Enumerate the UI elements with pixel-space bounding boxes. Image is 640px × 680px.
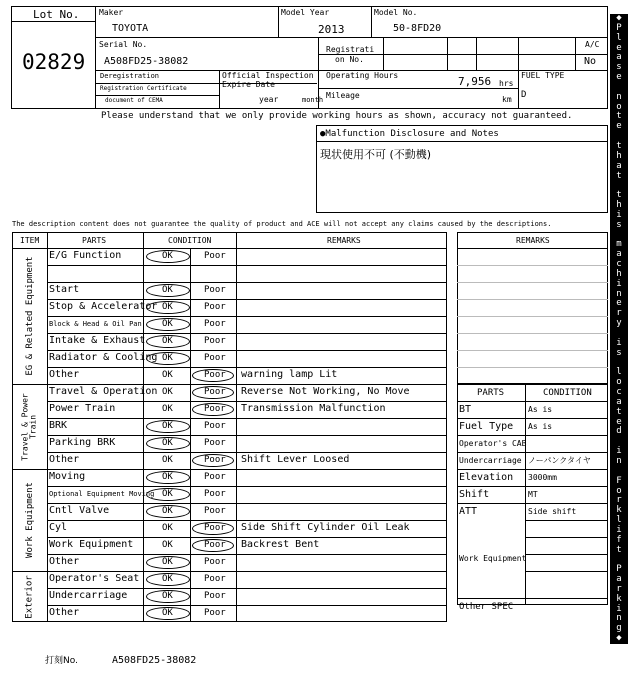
- fuel-type-label: FUEL TYPE: [521, 71, 565, 80]
- remark-text: Backrest Bent: [241, 539, 320, 550]
- condition-poor: Poor: [204, 523, 226, 533]
- group-label: Travel & Power Train: [20, 392, 38, 461]
- part-name: Other: [49, 607, 80, 618]
- condition-ok: OK: [162, 506, 173, 516]
- side-note-char: t: [616, 406, 622, 417]
- side-note-char: r: [616, 308, 622, 319]
- side-note-char: m: [616, 239, 622, 250]
- spec-part: Undercarriage: [459, 456, 522, 465]
- inspection-label-1: Official Inspection: [222, 71, 314, 80]
- side-note-char: r: [616, 583, 622, 594]
- part-name: Cyl: [49, 522, 68, 533]
- condition-poor: Poor: [204, 404, 226, 414]
- condition-poor: Poor: [204, 336, 226, 346]
- side-note-char: s: [616, 219, 622, 230]
- condition-poor: Poor: [204, 353, 226, 363]
- side-note-char: a: [616, 396, 622, 407]
- side-note-char: t: [616, 111, 622, 122]
- registration-label-2: on No.: [335, 55, 364, 64]
- ok-circle-mark: [146, 437, 190, 450]
- condition-poor: Poor: [204, 472, 226, 482]
- side-note-char: e: [616, 416, 622, 427]
- spec-value: Side shift: [528, 507, 577, 516]
- side-note-char: c: [616, 259, 622, 270]
- part-name: Undercarriage: [49, 590, 128, 601]
- part-name: Radiator & Cooling: [49, 352, 158, 363]
- side-note-char: ◆: [616, 633, 622, 644]
- condition-poor: Poor: [204, 302, 226, 312]
- poor-circle-mark: [192, 539, 234, 552]
- malfunction-text: 現状使用不可 (不動機): [320, 148, 432, 161]
- spec-part: ATT: [459, 506, 478, 517]
- malfunction-title: ●Malfunction Disclosure and Notes: [320, 129, 499, 139]
- side-note-char: e: [616, 72, 622, 83]
- side-note-char: t: [616, 190, 622, 201]
- side-note-char: o: [616, 377, 622, 388]
- condition-ok: OK: [162, 472, 173, 482]
- side-note-char: t: [616, 170, 622, 181]
- side-note-char: o: [616, 485, 622, 496]
- side-note-char: k: [616, 505, 622, 516]
- ok-circle-mark: [146, 488, 190, 501]
- spec-value: As is: [528, 422, 553, 431]
- part-name: Parking BRK: [49, 437, 116, 448]
- side-note-char: e: [616, 298, 622, 309]
- condition-ok: OK: [162, 540, 173, 550]
- year-label: year: [259, 95, 279, 104]
- condition-ok: OK: [162, 421, 173, 431]
- ok-circle-mark: [146, 352, 190, 365]
- part-name: Moving: [49, 471, 86, 482]
- side-note-char: o: [616, 101, 622, 112]
- condition-poor: Poor: [204, 370, 226, 380]
- ok-circle-mark: [146, 556, 190, 569]
- cema-label: document of CEMA: [105, 97, 163, 104]
- operating-hours-label: Operating Hours: [326, 71, 399, 80]
- poor-circle-mark: [192, 386, 234, 399]
- part-name: Travel & Operation: [49, 386, 158, 397]
- part-name: Start: [49, 284, 80, 295]
- group-label: EG & Related Equipment: [24, 256, 34, 376]
- poor-circle-mark: [192, 454, 234, 467]
- condition-poor: Poor: [204, 608, 226, 618]
- side-note-char: i: [616, 446, 622, 457]
- side-note-char: i: [616, 603, 622, 614]
- inspection-label-2: Expire Date: [222, 80, 275, 89]
- operating-hours-value: 7,956: [458, 75, 492, 88]
- condition-poor: Poor: [204, 506, 226, 516]
- stamp-value: A508FD25-38082: [112, 655, 197, 666]
- header-remarks: REMARKS: [327, 236, 361, 245]
- spec-part: BT: [459, 404, 472, 415]
- condition-ok: OK: [162, 591, 173, 601]
- side-note-char: ◆: [616, 13, 622, 23]
- side-note-char: e: [616, 121, 622, 132]
- condition-poor: Poor: [204, 319, 226, 329]
- side-note-char: l: [616, 515, 622, 526]
- ac-label: A/C: [585, 40, 600, 49]
- lot-label: Lot No.: [33, 8, 80, 21]
- condition-poor: Poor: [204, 574, 226, 584]
- condition-ok: OK: [162, 319, 173, 329]
- mileage-label: Mileage: [326, 91, 360, 100]
- side-note-char: a: [616, 249, 622, 260]
- side-note-char: t: [616, 140, 622, 151]
- registration-cert-label: Registration Certificate: [100, 85, 187, 92]
- side-note-char: h: [616, 268, 622, 279]
- remark-text: warning lamp Lit: [241, 369, 338, 380]
- spec-work-equipment-label: Work Equipment: [459, 554, 527, 563]
- disclaimer: The description content does not guarantee the quality of product and ACE will not accept any claims caused by the descriptions.: [12, 220, 552, 228]
- side-note-char: k: [616, 593, 622, 604]
- notice-hours: Please understand that we only provide working hours as shown, accuracy not guaranteed.: [101, 111, 573, 121]
- right-remarks-header: REMARKS: [516, 236, 550, 245]
- condition-poor: Poor: [204, 285, 226, 295]
- side-note-char: i: [616, 524, 622, 535]
- part-name: Power Train: [49, 403, 116, 414]
- condition-ok: OK: [162, 523, 173, 533]
- spec-parts-header: PARTS: [477, 388, 505, 398]
- condition-ok: OK: [162, 387, 173, 397]
- ok-circle-mark: [146, 420, 190, 433]
- side-note-char: r: [616, 495, 622, 506]
- ok-circle-mark: [146, 250, 190, 263]
- side-note-char: a: [616, 574, 622, 585]
- deregistration-label: Deregistration: [100, 72, 160, 80]
- group-label: Exterior: [24, 574, 34, 619]
- side-note-char: P: [616, 22, 622, 33]
- condition-ok: OK: [162, 370, 173, 380]
- spec-part: Shift: [459, 489, 490, 500]
- condition-ok: OK: [162, 404, 173, 414]
- side-note-char: c: [616, 387, 622, 398]
- part-name: Stop & Accelerator: [49, 301, 158, 312]
- side-note-char: h: [616, 200, 622, 211]
- ok-circle-mark: [146, 573, 190, 586]
- condition-ok: OK: [162, 438, 173, 448]
- part-name: Other: [49, 556, 80, 567]
- part-name: Cntl Valve: [49, 505, 110, 516]
- ok-circle-mark: [146, 471, 190, 484]
- spec-condition-header: CONDITION: [543, 388, 592, 398]
- part-name: E/G Function: [49, 250, 122, 261]
- spec-other-label: Other SPEC: [459, 602, 514, 612]
- part-name: Block & Head & Oil Pan: [49, 320, 142, 328]
- spec-value: 3000mm: [528, 473, 557, 482]
- ok-circle-mark: [146, 284, 190, 297]
- ok-circle-mark: [146, 607, 190, 620]
- side-note-char: l: [616, 32, 622, 43]
- spec-part: Operator's CAB: [459, 439, 527, 448]
- side-note-char: a: [616, 52, 622, 63]
- side-note-char: i: [616, 337, 622, 348]
- side-note-char: F: [616, 475, 622, 486]
- side-note-char: h: [616, 150, 622, 161]
- remark-text: Transmission Malfunction: [241, 403, 386, 414]
- group-label: Work Equipment: [24, 482, 34, 558]
- condition-poor: Poor: [204, 438, 226, 448]
- condition-ok: OK: [162, 489, 173, 499]
- part-name: Optional Equipment Moving: [49, 490, 155, 498]
- side-note-char: e: [616, 42, 622, 53]
- condition-ok: OK: [162, 251, 173, 261]
- lot-number: 02829: [22, 50, 86, 74]
- hrs-unit: hrs: [499, 79, 514, 88]
- side-note-char: g: [616, 623, 622, 634]
- condition-ok: OK: [162, 285, 173, 295]
- condition-ok: OK: [162, 353, 173, 363]
- condition-poor: Poor: [204, 540, 226, 550]
- condition-poor: Poor: [204, 455, 226, 465]
- remark-text: Side Shift Cylinder Oil Leak: [241, 522, 410, 533]
- side-note-char: t: [616, 544, 622, 555]
- ac-value: No: [584, 56, 597, 67]
- condition-poor: Poor: [204, 557, 226, 567]
- condition-poor: Poor: [204, 251, 226, 261]
- ok-circle-mark: [146, 318, 190, 331]
- side-note-char: n: [616, 455, 622, 466]
- side-note-char: P: [616, 564, 622, 575]
- ok-circle-mark: [146, 335, 190, 348]
- model-year-label: Model Year: [281, 8, 330, 17]
- side-note-char: a: [616, 160, 622, 171]
- month-label: month: [302, 96, 324, 104]
- model-no-label: Model No.: [374, 8, 418, 17]
- side-note-char: y: [616, 318, 622, 329]
- side-note-char: n: [616, 288, 622, 299]
- side-note-char: l: [616, 367, 622, 378]
- stamp-label: 打刻No.: [45, 656, 78, 666]
- part-name: Other: [49, 369, 80, 380]
- spec-value: As is: [528, 405, 553, 414]
- condition-ok: OK: [162, 557, 173, 567]
- side-note-char: d: [616, 426, 622, 437]
- side-note-char: n: [616, 91, 622, 102]
- serial-label: Serial No.: [99, 40, 148, 49]
- spec-value: ノーパンクタイヤ: [528, 456, 591, 465]
- poor-circle-mark: [192, 522, 234, 535]
- model-year-value: 2013: [318, 23, 345, 36]
- condition-poor: Poor: [204, 489, 226, 499]
- side-note-char: s: [616, 347, 622, 358]
- poor-circle-mark: [192, 403, 234, 416]
- part-name: Work Equipment: [49, 539, 134, 550]
- part-name: Intake & Exhaust: [49, 335, 146, 346]
- ok-circle-mark: [146, 301, 190, 314]
- condition-poor: Poor: [204, 421, 226, 431]
- header-item: ITEM: [20, 236, 40, 245]
- serial-value: A508FD25-38082: [104, 56, 189, 67]
- maker-label: Maker: [99, 8, 124, 17]
- remark-text: Shift Lever Loosed: [241, 454, 350, 465]
- ok-circle-mark: [146, 505, 190, 518]
- side-note-char: f: [616, 534, 622, 545]
- maker-value: TOYOTA: [112, 23, 149, 34]
- ok-circle-mark: [146, 590, 190, 603]
- remark-text: Reverse Not Working, No Move: [241, 386, 410, 397]
- side-note-char: s: [616, 62, 622, 73]
- poor-circle-mark: [192, 369, 234, 382]
- km-unit: km: [502, 95, 512, 104]
- condition-ok: OK: [162, 574, 173, 584]
- condition-ok: OK: [162, 302, 173, 312]
- header-condition: CONDITION: [168, 236, 212, 245]
- condition-ok: OK: [162, 608, 173, 618]
- spec-value: MT: [528, 490, 538, 499]
- side-note-char: i: [616, 278, 622, 289]
- side-note-char: i: [616, 209, 622, 220]
- side-note: [610, 14, 628, 644]
- condition-poor: Poor: [204, 387, 226, 397]
- part-name: BRK: [49, 420, 68, 431]
- spec-part: Fuel Type: [459, 421, 514, 432]
- condition-ok: OK: [162, 336, 173, 346]
- condition-ok: OK: [162, 455, 173, 465]
- side-note-char: n: [616, 613, 622, 624]
- registration-label-1: Registrati: [326, 45, 375, 54]
- condition-poor: Poor: [204, 591, 226, 601]
- model-no-value: 50-8FD20: [393, 23, 442, 34]
- part-name: Operator's Seat: [49, 573, 140, 584]
- part-name: Other: [49, 454, 80, 465]
- spec-part: Elevation: [459, 472, 514, 483]
- fuel-type-value: D: [521, 90, 527, 100]
- header-parts: PARTS: [82, 236, 107, 245]
